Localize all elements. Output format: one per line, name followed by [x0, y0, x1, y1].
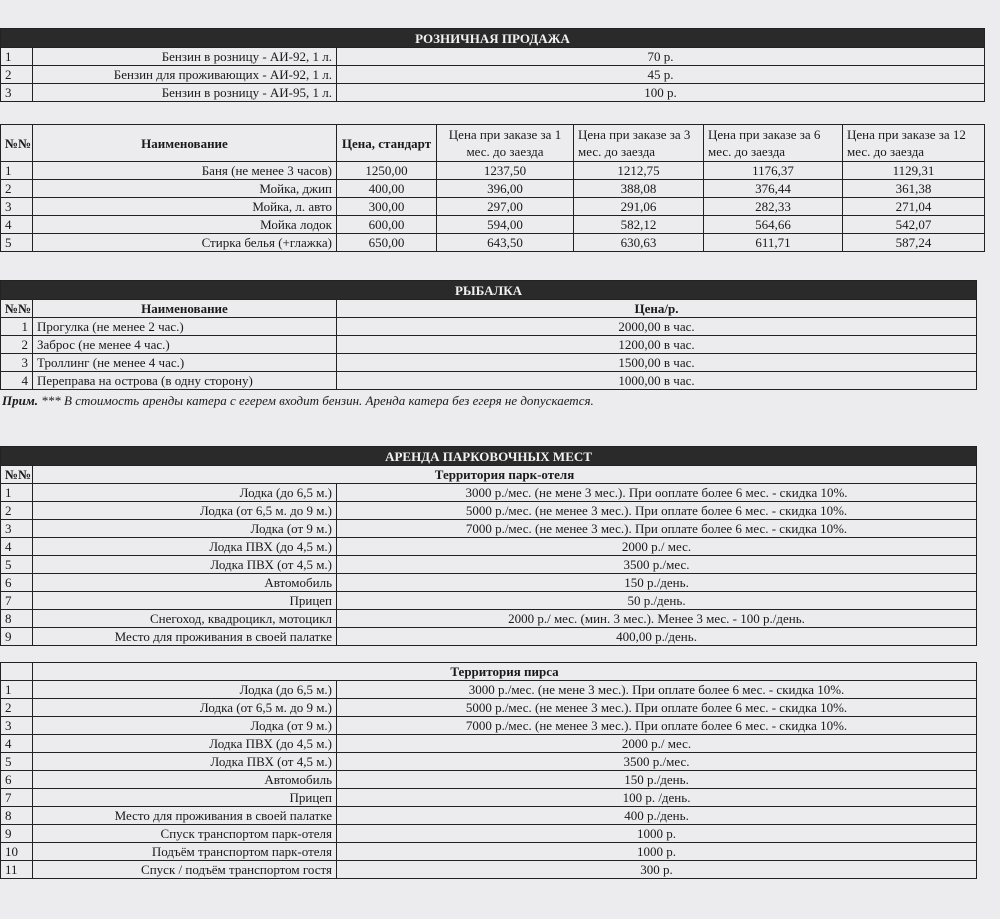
row-price: 100 р. /день. — [337, 789, 977, 807]
price-12m: 587,24 — [843, 234, 985, 252]
hotel-header-row — [1, 466, 977, 484]
row-name: Лодка (до 6,5 м.) — [33, 681, 337, 699]
table-row — [1, 484, 977, 502]
section-gap — [1, 646, 977, 663]
col-header-name: Наименование — [33, 300, 337, 318]
row-price: 2000 р./ мес. (мин. 3 мес.). Менее 3 мес. - 100 р./день. — [337, 610, 977, 628]
table-row — [1, 753, 977, 771]
table-row — [1, 48, 985, 66]
row-number: 3 — [1, 198, 33, 216]
table-row — [1, 354, 977, 372]
pier-title: Территория пирса — [33, 663, 977, 681]
row-name: Лодка (от 9 м.) — [33, 520, 337, 538]
row-price: 100 р. — [337, 84, 985, 102]
fishing-title: РЫБАЛКА — [1, 281, 977, 300]
row-price: 1000,00 в час. — [337, 372, 977, 390]
row-name: Лодка ПВХ (до 4,5 м.) — [33, 538, 337, 556]
row-name: Прицеп — [33, 789, 337, 807]
table-row — [1, 66, 985, 84]
row-price: 2000,00 в час. — [337, 318, 977, 336]
table-row — [1, 502, 977, 520]
parking-title: АРЕНДА ПАРКОВОЧНЫХ МЕСТ — [1, 447, 977, 466]
row-name: Бензин для проживающих - АИ-92, 1 л. — [33, 66, 337, 84]
row-name: Спуск / подъём транспортом гостя — [33, 861, 337, 879]
table-row — [1, 807, 977, 825]
price-3m: 1212,75 — [574, 162, 704, 180]
col-header-name: Наименование — [33, 125, 337, 162]
row-number: 3 — [1, 84, 33, 102]
table-row — [1, 735, 977, 753]
price-6m: 282,33 — [704, 198, 843, 216]
table-row — [1, 699, 977, 717]
row-number: 5 — [1, 753, 33, 771]
table-row — [1, 372, 977, 390]
row-price: 5000 р./мес. (не менее 3 мес.). При оплате более 6 мес. - скидка 10%. — [337, 699, 977, 717]
price-std: 300,00 — [337, 198, 437, 216]
row-number: 6 — [1, 771, 33, 789]
row-price: 1000 р. — [337, 825, 977, 843]
row-number: 8 — [1, 807, 33, 825]
row-name: Автомобиль — [33, 574, 337, 592]
price-1m: 396,00 — [437, 180, 574, 198]
row-number: 5 — [1, 234, 33, 252]
row-name: Подъём транспортом парк-отеля — [33, 843, 337, 861]
price-1m: 1237,50 — [437, 162, 574, 180]
row-number: 2 — [1, 336, 33, 354]
row-name: Троллинг (не менее 4 час.) — [33, 354, 337, 372]
row-price: 1200,00 в час. — [337, 336, 977, 354]
table-row — [1, 216, 985, 234]
row-name: Прицеп — [33, 592, 337, 610]
row-price: 300 р. — [337, 861, 977, 879]
table-row — [1, 628, 977, 646]
row-number: 2 — [1, 699, 33, 717]
row-number: 2 — [1, 502, 33, 520]
table-row — [1, 538, 977, 556]
row-number: 3 — [1, 717, 33, 735]
price-6m: 564,66 — [704, 216, 843, 234]
row-price: 50 р./день. — [337, 592, 977, 610]
row-name: Мойка, джип — [33, 180, 337, 198]
price-std: 650,00 — [337, 234, 437, 252]
price-1m: 643,50 — [437, 234, 574, 252]
col-header-12m: Цена при заказе за 12 мес. до заезда — [843, 125, 985, 162]
row-name: Переправа на острова (в одну сторону) — [33, 372, 337, 390]
price-6m: 376,44 — [704, 180, 843, 198]
row-number: 1 — [1, 318, 33, 336]
row-number: 1 — [1, 484, 33, 502]
row-number: 7 — [1, 592, 33, 610]
row-name: Место для проживания в своей палатке — [33, 807, 337, 825]
price-3m: 630,63 — [574, 234, 704, 252]
services-header-row — [1, 125, 985, 162]
price-3m: 388,08 — [574, 180, 704, 198]
retail-title: РОЗНИЧНАЯ ПРОДАЖА — [1, 29, 985, 48]
row-price: 7000 р./мес. (не менее 3 мес.). При оплате более 6 мес. - скидка 10%. — [337, 717, 977, 735]
hotel-title: Территория парк-отеля — [33, 466, 977, 484]
row-number: 2 — [1, 180, 33, 198]
row-name: Прогулка (не менее 2 час.) — [33, 318, 337, 336]
col-header-price: Цена/р. — [337, 300, 977, 318]
note-label: Прим. — [2, 393, 38, 408]
row-name: Лодка (от 6,5 м. до 9 м.) — [33, 502, 337, 520]
price-12m: 361,38 — [843, 180, 985, 198]
price-std: 400,00 — [337, 180, 437, 198]
row-number: 10 — [1, 843, 33, 861]
row-price: 45 р. — [337, 66, 985, 84]
row-number: 4 — [1, 216, 33, 234]
row-number: 7 — [1, 789, 33, 807]
col-header-number: №№ — [1, 466, 33, 484]
row-name: Лодка (от 9 м.) — [33, 717, 337, 735]
row-name: Место для проживания в своей палатке — [33, 628, 337, 646]
table-row — [1, 861, 977, 879]
services-table — [0, 124, 985, 252]
col-header-number — [1, 663, 33, 681]
price-3m: 582,12 — [574, 216, 704, 234]
price-12m: 542,07 — [843, 216, 985, 234]
row-number: 3 — [1, 520, 33, 538]
row-name: Лодка (до 6,5 м.) — [33, 484, 337, 502]
table-row — [1, 84, 985, 102]
table-row — [1, 610, 977, 628]
table-row — [1, 592, 977, 610]
parking-table — [0, 446, 977, 879]
row-price: 7000 р./мес. (не менее 3 мес.). При оплате более 6 мес. - скидка 10%. — [337, 520, 977, 538]
row-price: 70 р. — [337, 48, 985, 66]
col-header-std: Цена, стандарт — [337, 125, 437, 162]
price-12m: 271,04 — [843, 198, 985, 216]
table-row — [1, 162, 985, 180]
row-price: 2000 р./ мес. — [337, 538, 977, 556]
table-row — [1, 318, 977, 336]
row-name: Снегоход, квадроцикл, мотоцикл — [33, 610, 337, 628]
row-number: 8 — [1, 610, 33, 628]
row-name: Бензин в розницу - АИ-92, 1 л. — [33, 48, 337, 66]
row-number: 4 — [1, 538, 33, 556]
row-name: Мойка, л. авто — [33, 198, 337, 216]
row-number: 4 — [1, 372, 33, 390]
price-std: 600,00 — [337, 216, 437, 234]
table-row — [1, 556, 977, 574]
col-header-number: №№ — [1, 125, 33, 162]
table-row — [1, 789, 977, 807]
row-number: 9 — [1, 628, 33, 646]
col-header-number: №№ — [1, 300, 33, 318]
fishing-table — [0, 280, 977, 390]
row-name: Автомобиль — [33, 771, 337, 789]
row-price: 2000 р./ мес. — [337, 735, 977, 753]
col-header-3m: Цена при заказе за 3 мес. до заезда — [574, 125, 704, 162]
pier-header-row — [1, 663, 977, 681]
row-number: 9 — [1, 825, 33, 843]
price-6m: 1176,37 — [704, 162, 843, 180]
row-number: 2 — [1, 66, 33, 84]
row-number: 11 — [1, 861, 33, 879]
row-name: Заброс (не менее 4 час.) — [33, 336, 337, 354]
price-6m: 611,71 — [704, 234, 843, 252]
table-row — [1, 198, 985, 216]
row-name: Баня (не менее 3 часов) — [33, 162, 337, 180]
col-header-1m: Цена при заказе за 1 мес. до заезда — [437, 125, 574, 162]
fishing-note — [2, 393, 594, 409]
price-12m: 1129,31 — [843, 162, 985, 180]
table-row — [1, 520, 977, 538]
row-number: 4 — [1, 735, 33, 753]
row-name: Лодка (от 6,5 м. до 9 м.) — [33, 699, 337, 717]
row-price: 1000 р. — [337, 843, 977, 861]
row-number: 5 — [1, 556, 33, 574]
fishing-header-row — [1, 300, 977, 318]
price-1m: 594,00 — [437, 216, 574, 234]
table-row — [1, 234, 985, 252]
row-name: Бензин в розницу - АИ-95, 1 л. — [33, 84, 337, 102]
table-row — [1, 771, 977, 789]
table-row — [1, 574, 977, 592]
price-1m: 297,00 — [437, 198, 574, 216]
row-name: Спуск транспортом парк-отеля — [33, 825, 337, 843]
row-name: Лодка ПВХ (до 4,5 м.) — [33, 735, 337, 753]
price-3m: 291,06 — [574, 198, 704, 216]
row-price: 5000 р./мес. (не менее 3 мес.). При оплате более 6 мес. - скидка 10%. — [337, 502, 977, 520]
row-price: 150 р./день. — [337, 771, 977, 789]
row-number: 6 — [1, 574, 33, 592]
retail-table — [0, 28, 985, 102]
row-price: 150 р./день. — [337, 574, 977, 592]
row-number: 1 — [1, 162, 33, 180]
row-number: 1 — [1, 48, 33, 66]
row-price: 3000 р./мес. (не мене 3 мес.). При оплате более 6 мес. - скидка 10%. — [337, 681, 977, 699]
row-number: 1 — [1, 681, 33, 699]
table-row — [1, 180, 985, 198]
row-number: 3 — [1, 354, 33, 372]
table-row — [1, 681, 977, 699]
table-row — [1, 336, 977, 354]
row-price: 3500 р./мес. — [337, 556, 977, 574]
row-name: Мойка лодок — [33, 216, 337, 234]
table-row — [1, 717, 977, 735]
table-row — [1, 825, 977, 843]
row-price: 1500,00 в час. — [337, 354, 977, 372]
row-price: 400,00 р./день. — [337, 628, 977, 646]
row-price: 3500 р./мес. — [337, 753, 977, 771]
price-std: 1250,00 — [337, 162, 437, 180]
col-header-6m: Цена при заказе за 6 мес. до заезда — [704, 125, 843, 162]
row-name: Стирка белья (+глажка) — [33, 234, 337, 252]
row-price: 3000 р./мес. (не мене 3 мес.). При ооплате более 6 мес. - скидка 10%. — [337, 484, 977, 502]
row-name: Лодка ПВХ (от 4,5 м.) — [33, 556, 337, 574]
row-name: Лодка ПВХ (от 4,5 м.) — [33, 753, 337, 771]
note-text: *** В стоимость аренды катера с егерем входит бензин. Аренда катера без егеря не допускается. — [41, 393, 594, 408]
row-price: 400 р./день. — [337, 807, 977, 825]
table-row — [1, 843, 977, 861]
